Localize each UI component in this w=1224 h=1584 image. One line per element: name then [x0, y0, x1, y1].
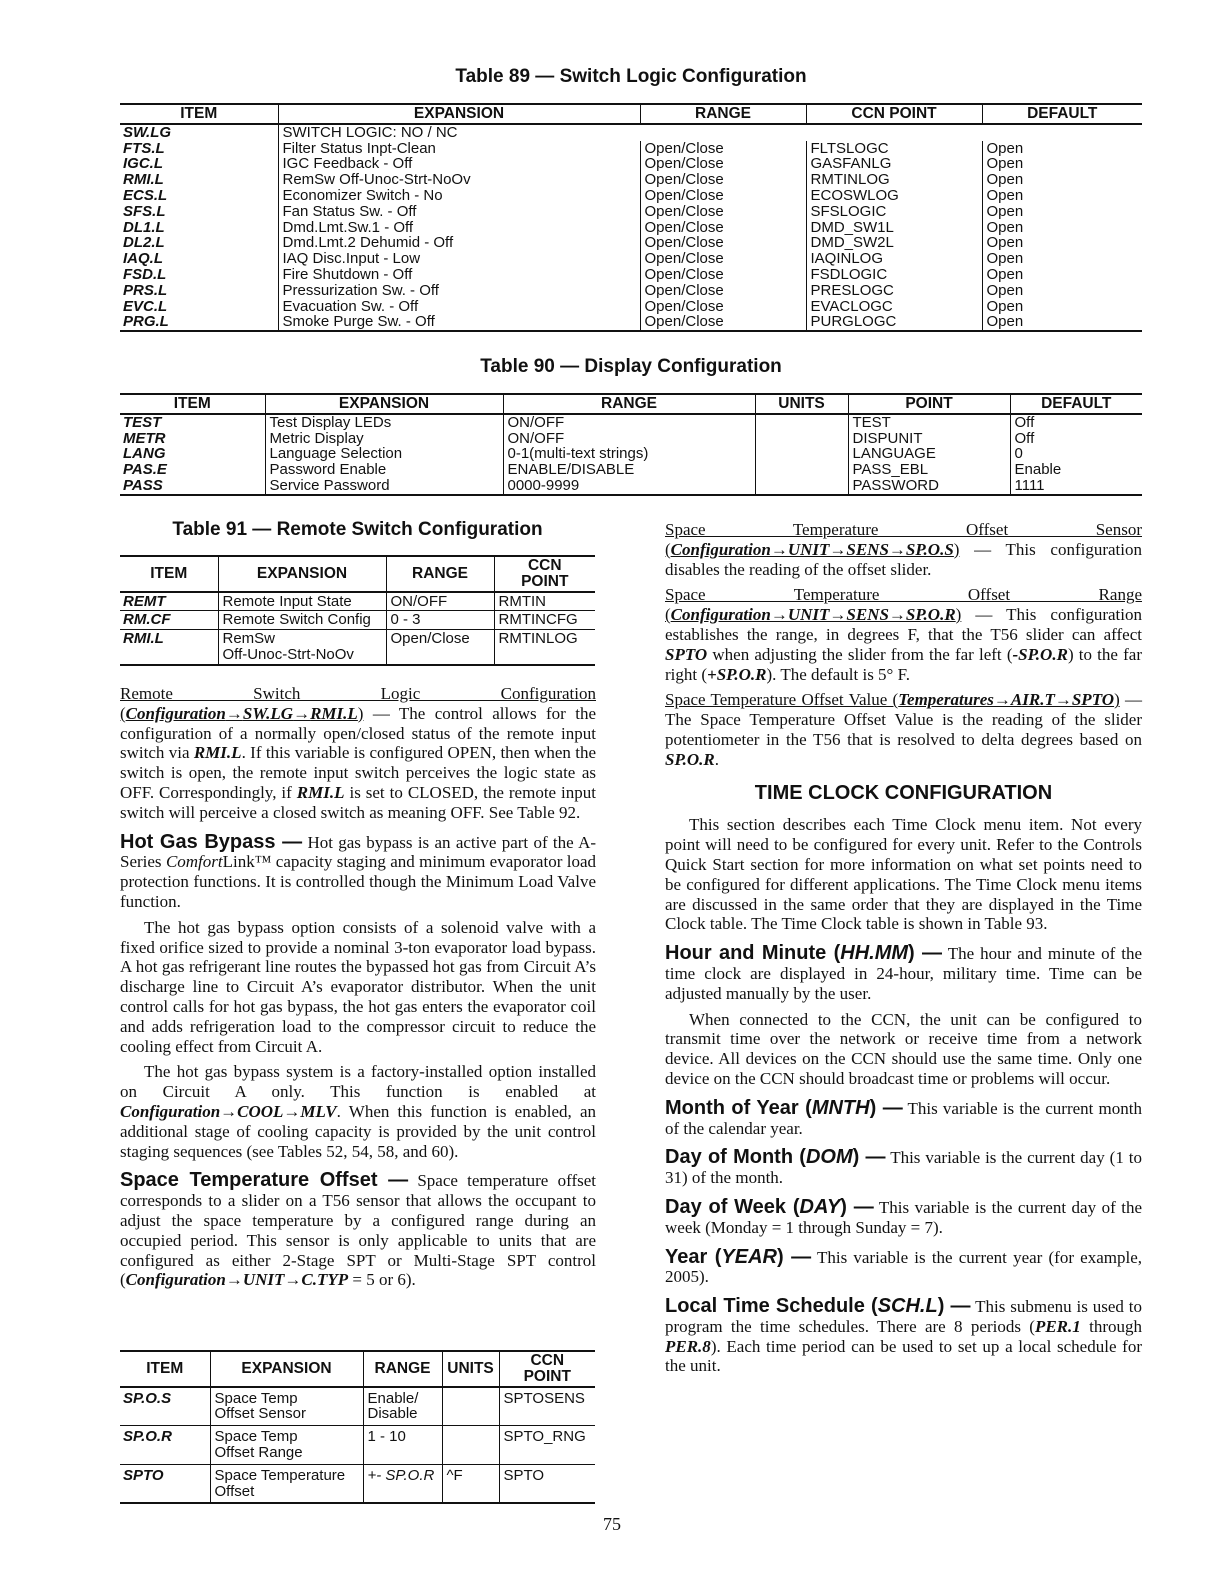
table-cell-expansion: Economizer Switch - No: [278, 188, 640, 204]
month-of-year-paragraph: [665, 1096, 1142, 1139]
stor-text-1: — This configuration establishes the range, in degrees F, that the T56 slider can affect: [665, 605, 1142, 644]
table-cell-units: [755, 414, 848, 431]
table-cell-default: Open: [982, 156, 1142, 172]
table-90: [120, 393, 1142, 496]
rsl-text-1: — The control allows for the configuration of a normally open/closed status of the remote input switch via: [120, 703, 596, 763]
space-temp-offset-value-paragraph: [665, 690, 1142, 769]
local-time-schedule-paragraph: [665, 1297, 1142, 1376]
expansion-line-2: Offset: [214, 1482, 255, 1500]
table-row: [120, 124, 1142, 141]
table-cell-item: SW.LG: [123, 123, 172, 141]
table-91-caption: Table 91 — Remote Switch Configuration: [172, 519, 543, 540]
table-cell-range: Open/Close: [640, 283, 806, 299]
moy-code: MNTH: [811, 1096, 870, 1119]
space-temp-offset-sensor-paragraph: [665, 520, 1142, 579]
table-cell-expansion: Test Display LEDs: [265, 414, 503, 431]
table-89-header-range: RANGE: [640, 104, 806, 124]
table-89-header-row: [120, 104, 1142, 124]
table-row: [120, 267, 1142, 283]
dow-heading-1: Day of Week (: [665, 1195, 800, 1218]
table-row: [120, 414, 1142, 431]
table-cell-expansion: Filter Status Inpt-Clean: [278, 141, 640, 157]
table-cell-range: Open/Close: [640, 251, 806, 267]
table-row: [120, 630, 595, 665]
table-row: [120, 251, 1142, 267]
dom-heading-1: Day of Month (: [665, 1146, 806, 1169]
yr-heading-2: ) —: [776, 1245, 812, 1268]
expansion-line-1: Space Temp: [214, 1389, 298, 1407]
sp-header-expansion: EXPANSION: [210, 1351, 363, 1387]
table-cell-range: Open/Close: [640, 204, 806, 220]
stov-close: ): [1114, 690, 1120, 710]
lts-var-1: PER.1: [1034, 1316, 1081, 1336]
table-cell-item: SP.O.R: [120, 1426, 210, 1465]
table-row: [120, 283, 1142, 299]
table-cell-expansion: Language Selection: [265, 446, 503, 462]
table-cell-range: [640, 124, 806, 141]
expansion-line-1: Space Temperature: [214, 1466, 346, 1484]
hm-heading-2: ) —: [908, 942, 942, 965]
table-cell-range: 0 - 3: [386, 611, 494, 630]
sp-header-item: ITEM: [120, 1351, 210, 1387]
table-cell-ccn-point: PRESLOGC: [806, 283, 982, 299]
stor-var-2: -SP.O.R: [1012, 644, 1068, 664]
table-row: [120, 592, 595, 611]
table-cell-range: 1 - 10: [363, 1426, 442, 1465]
stor-var-1: SPTO: [665, 644, 708, 664]
table-cell-item: DL2.L: [123, 234, 165, 252]
hm-code: HH.MM: [840, 942, 909, 965]
table-cell-expansion: Dmd.Lmt.Sw.1 - Off: [278, 220, 640, 236]
table-cell-item: SFS.L: [123, 202, 166, 220]
table-cell-item: PAS.E: [123, 461, 167, 479]
table-cell-ccn-point: SFSLOGIC: [806, 204, 982, 220]
table-cell-default: 1111: [1010, 478, 1142, 495]
rsl-close: ): [357, 703, 364, 723]
hgb-text-2: Link™ capacity staging and minimum evaporator load protection functions. It is controlled though the Minimum Load Valve function.: [120, 852, 597, 911]
table-cell-item: EVC.L: [123, 297, 168, 315]
table-cell-expansion: Remote Input State: [218, 592, 386, 611]
table-cell-range: Open/Close: [640, 188, 806, 204]
table-cell-item: ECS.L: [123, 186, 168, 204]
table-cell-expansion: Evacuation Sw. - Off: [278, 299, 640, 315]
table-91-header-row: [120, 556, 595, 592]
table-row: [120, 431, 1142, 447]
table-cell-item: DL1.L: [123, 218, 165, 236]
dow-heading-2: ) —: [840, 1195, 874, 1218]
table-cell-item: RMI.L: [120, 630, 218, 665]
stos-path: Configuration→UNIT→SENS→SP.O.S: [670, 539, 954, 559]
table-cell-range: Open/Close: [640, 172, 806, 188]
table-row: [120, 462, 1142, 478]
table-cell-item: LANG: [123, 445, 166, 463]
rsl-text-2: . If this variable is configured OPEN, then when the switch is open, the remote input switch perceives the logic state as OFF. Correspondingly, if: [120, 743, 596, 802]
table-89-caption: Table 89 — Switch Logic Configuration: [455, 66, 807, 87]
table-cell-expansion: Fan Status Sw. - Off: [278, 204, 640, 220]
space-temp-offset-paragraph: [120, 1171, 596, 1290]
table-cell-default: Open: [982, 314, 1142, 331]
hot-gas-bypass-heading: Hot Gas Bypass —: [120, 830, 303, 853]
table-row: [120, 611, 595, 630]
dow-text: This variable is the current day of the week (Monday = 1 through Sunday = 7).: [665, 1197, 1143, 1237]
expansion-line-1: RemSw: [222, 630, 276, 648]
table-row: [120, 478, 1142, 495]
sto-text-2: = 5 or 6).: [348, 1270, 416, 1290]
table-row: [120, 220, 1142, 236]
moy-heading-2: ) —: [869, 1096, 903, 1119]
day-of-month-paragraph: [665, 1148, 1142, 1188]
table-cell-range: Open/Close: [640, 156, 806, 172]
header-ccn: CCN: [527, 557, 562, 574]
table-row: [120, 314, 1142, 331]
table-cell-expansion: Pressurization Sw. - Off: [278, 283, 640, 299]
table-cell-range: Open/Close: [640, 235, 806, 251]
table-cell-point: PASS_EBL: [848, 462, 1010, 478]
expansion-line-2: Offset Sensor: [214, 1405, 306, 1423]
table-cell-expansion: Dmd.Lmt.2 Dehumid - Off: [278, 235, 640, 251]
table-row: [120, 1464, 595, 1503]
stor-title: Space Temperature Offset Range (: [665, 585, 1142, 625]
table-row: [120, 156, 1142, 172]
table-90-header-default: DEFAULT: [1010, 394, 1142, 414]
table-cell-expansion: RemSw Off-Unoc-Strt-NoOv: [278, 172, 640, 188]
table-cell-ccn-point: ECOSWLOG: [806, 188, 982, 204]
table-cell-expansion: Metric Display: [265, 431, 503, 447]
table-cell-item: PASS: [120, 478, 265, 495]
table-cell-units: [755, 478, 848, 495]
table-cell-ccn-point: EVACLOGC: [806, 299, 982, 315]
table-cell-expansion: Fire Shutdown - Off: [278, 267, 640, 283]
table-cell-default: Enable: [1010, 462, 1142, 478]
table-89-header-expansion: EXPANSION: [278, 104, 640, 124]
expansion-line-2: Off-Unoc-Strt-NoOv: [222, 645, 354, 663]
table-cell-range: 0-1(multi-text strings): [503, 446, 755, 462]
stor-var-3: +SP.O.R: [707, 664, 767, 684]
stov-title: Space Temperature Offset Value (: [665, 690, 899, 710]
table-cell-item: IGC.L: [123, 155, 163, 173]
table-cell-range: Open/Close: [640, 141, 806, 157]
dow-code: DAY: [799, 1195, 841, 1218]
header-point: POINT: [521, 572, 569, 590]
lts-text-3: ). Each time period can be used to set up a local schedule for the unit.: [665, 1336, 1142, 1376]
rsl-text-3: is set to CLOSED, the remote input switch will perceive a closed switch as meaning OFF. See Table 92.: [120, 782, 596, 822]
table-cell-expansion: [210, 1426, 363, 1465]
table-cell-expansion: Smoke Purge Sw. - Off: [278, 314, 640, 331]
table-cell-expansion: Service Password: [265, 478, 503, 495]
table-cell-default: Open: [982, 283, 1142, 299]
table-cell-expansion: [210, 1464, 363, 1503]
hm-heading-1: Hour and Minute (: [665, 942, 841, 965]
table-90-header-row: [120, 394, 1142, 414]
expansion-line-2: Offset Range: [214, 1443, 303, 1461]
table-90-header-range: RANGE: [503, 394, 755, 414]
table-cell-ccn-point: RMTINCFG: [494, 611, 595, 630]
time-clock-intro-paragraph: This section describes each Time Clock menu item. Not every point will need to be configured for every unit. Refer to the Controls Quick Start section for more information on what set points need to be configured for different applications. The Time Clock menu items are discussed in the same order that they are displayed in the Time Clock table. The Time Clock table is shown in Table 93.: [665, 815, 1142, 934]
table-row: [120, 299, 1142, 315]
stor-close: ): [955, 605, 962, 625]
table-cell-item: RM.CF: [120, 611, 218, 630]
table-cell-item: PRS.L: [123, 281, 168, 299]
table-cell-default: Open: [982, 235, 1142, 251]
table-cell-item: PRG.L: [120, 314, 278, 331]
table-row: [120, 1387, 595, 1426]
table-cell-ccn-point: SPTOSENS: [499, 1387, 595, 1426]
table-cell-default: Open: [982, 299, 1142, 315]
left-column: [120, 684, 596, 1296]
table-90-caption: Table 90 — Display Configuration: [480, 356, 782, 377]
table-cell-range: ON/OFF: [503, 414, 755, 431]
space-temp-offset-range-paragraph: [665, 585, 1142, 684]
page-number: 75: [603, 1514, 621, 1534]
stor-path: Configuration→UNIT→SENS→SP.O.R: [670, 605, 956, 625]
table-cell-range: ON/OFF: [386, 592, 494, 611]
yr-text: This variable is the current year (for example, 2005).: [665, 1247, 1142, 1287]
table-cell-expansion: IAQ Disc.Input - Low: [278, 251, 640, 267]
day-of-week-paragraph: [665, 1195, 1143, 1238]
table-cell-item: IAQ.L: [123, 250, 163, 268]
table-cell-item: REMT: [120, 592, 218, 611]
table-cell-default: Off: [1010, 414, 1142, 431]
table-cell-default: Open: [982, 188, 1142, 204]
range-line-1: Enable/: [367, 1389, 419, 1407]
table-row: [120, 1426, 595, 1465]
table-cell-units: [442, 1387, 499, 1426]
sp-header-ccn-point: [499, 1351, 595, 1387]
table-cell-default: Open: [982, 220, 1142, 236]
table-cell-item: METR: [123, 429, 166, 447]
table-cell-item: SP.O.S: [120, 1387, 210, 1426]
table-cell-range: Open/Close: [640, 267, 806, 283]
stos-title: Space Temperature Offset Sensor (: [665, 520, 1142, 559]
yr-code: YEAR: [721, 1245, 777, 1268]
rsl-arrow-2: →: [293, 703, 311, 723]
table-cell-ccn-point: DMD_SW2L: [806, 235, 982, 251]
rsl-path-1: Configuration: [125, 703, 226, 723]
table-row: [120, 141, 1142, 157]
table-cell-range: 0000-9999: [503, 478, 755, 495]
table-cell-default: Open: [982, 267, 1142, 283]
table-89-header-default: DEFAULT: [982, 104, 1142, 124]
moy-text: This variable is the current month of the calendar year.: [665, 1098, 1142, 1138]
table-cell-range: [363, 1387, 442, 1426]
header-point: POINT: [523, 1367, 571, 1385]
table-row: [120, 188, 1142, 204]
stor-text-2: when adjusting the slider from the far left (: [707, 644, 1013, 664]
table-cell-point: DISPUNIT: [848, 431, 1010, 447]
table-90-header-point: POINT: [848, 394, 1010, 414]
rsl-title: Remote Switch Logic Configuration (: [120, 684, 596, 723]
range-line-2: Disable: [367, 1405, 418, 1423]
sp-header-units: UNITS: [442, 1351, 499, 1387]
moy-heading-1: Month of Year (: [665, 1096, 812, 1119]
table-cell-default: [982, 124, 1142, 141]
table-cell-range: Open/Close: [640, 314, 806, 331]
table-cell-ccn-point: RMTINLOG: [494, 630, 595, 665]
table-cell-default: Open: [982, 204, 1142, 220]
table-row: [120, 204, 1142, 220]
hgb3-path: Configuration→COOL→MLV: [120, 1101, 337, 1121]
table-cell-expansion: SWITCH LOGIC: NO / NC: [278, 124, 640, 141]
table-cell-item: SPTO: [120, 1464, 210, 1503]
table-cell-default: Open: [982, 141, 1142, 157]
table-cell-default: 0: [1010, 446, 1142, 462]
space-temp-offset-heading: Space Temperature Offset —: [120, 1169, 409, 1192]
table-cell-ccn-point: IAQINLOG: [806, 251, 982, 267]
table-cell-ccn-point: DMD_SW1L: [806, 220, 982, 236]
time-clock-section-heading: TIME CLOCK CONFIGURATION: [754, 781, 1053, 804]
rsl-path-3: RMI.L: [310, 703, 358, 723]
hgb3-text-1: The hot gas bypass system is a factory-installed option installed on Circuit A only. This function is enabled at: [120, 1062, 596, 1102]
table-cell-expansion: Password Enable: [265, 462, 503, 478]
yr-heading-1: Year (: [665, 1245, 722, 1268]
hgb-text-1: Hot gas bypass is an active part of the A-Series: [120, 832, 597, 872]
table-cell-default: Off: [1010, 431, 1142, 447]
table-cell-units: [442, 1426, 499, 1465]
table-cell-units: ^F: [442, 1464, 499, 1503]
lts-code: SCH.L: [877, 1295, 938, 1318]
lts-heading-1: Local Time Schedule (: [665, 1295, 878, 1318]
stos-close: ): [953, 539, 960, 559]
table-cell-units: [755, 446, 848, 462]
table-cell-units: [755, 462, 848, 478]
hot-gas-bypass-paragraph-2: The hot gas bypass option consists of a solenoid valve with a fixed orifice sized to provide a nominal 3-ton evaporator load bypass. A hot gas refrigerant line routes the bypassed hot gas from Circuit A’s discharge line to Circuit A’s evaporator distributor. When the unit control calls for hot gas bypass, the hot gas enters the evaporator coil and adds refrigeration load to the compressor circuit to reduce the cooling effect from Circuit A.: [120, 917, 596, 1056]
table-cell-range: Open/Close: [640, 220, 806, 236]
stos-text: — This configuration disables the reading of the offset slider.: [665, 539, 1142, 579]
space-temp-header-row: [120, 1351, 595, 1387]
table-cell-point: LANGUAGE: [848, 446, 1010, 462]
header-ccn: CCN: [530, 1352, 565, 1369]
expansion-line-1: Space Temp: [214, 1428, 298, 1446]
table-cell-default: Open: [982, 251, 1142, 267]
table-90-header-item: ITEM: [120, 394, 265, 414]
table-cell-ccn-point: FLTSLOGC: [806, 141, 982, 157]
table-91: [120, 555, 595, 666]
table-91-header-item: ITEM: [120, 556, 218, 592]
lts-var-2: PER.8: [665, 1336, 711, 1356]
sto-path: Configuration→UNIT→C.TYP: [125, 1270, 349, 1290]
space-temp-offset-table: [120, 1350, 595, 1504]
hot-gas-bypass-paragraph-3: [120, 1062, 596, 1161]
stor-text-3: ) to the far right (: [665, 644, 1142, 684]
table-cell-ccn-point: FSDLOGIC: [806, 267, 982, 283]
table-cell-range: Open/Close: [640, 299, 806, 315]
rsl-path-2: SW.LG: [242, 703, 294, 723]
table-cell-units: [755, 431, 848, 447]
table-91-header-expansion: EXPANSION: [218, 556, 386, 592]
table-cell-item: TEST: [123, 413, 162, 431]
hour-minute-paragraph: [665, 944, 1142, 1003]
right-column: [665, 520, 1142, 1382]
lts-text-1: This submenu is used to program the time schedules. There are 8 periods (: [665, 1297, 1142, 1336]
table-cell-ccn-point: PURGLOGC: [806, 314, 982, 331]
hot-gas-bypass-paragraph: [120, 830, 597, 912]
table-cell-default: Open: [982, 172, 1142, 188]
dom-code: DOM: [805, 1146, 853, 1169]
dom-text: This variable is the current day (1 to 31) of the month.: [665, 1148, 1142, 1188]
rsl-var-2: RMI.L: [296, 782, 345, 802]
table-90-header-units: UNITS: [755, 394, 848, 414]
stov-text-2: .: [714, 749, 720, 769]
table-cell-range: ENABLE/DISABLE: [503, 462, 755, 478]
table-89-header-item: ITEM: [120, 104, 278, 124]
table-cell-ccn-point: RMTINLOG: [806, 172, 982, 188]
year-paragraph: [665, 1245, 1142, 1288]
table-cell-item: FTS.L: [123, 139, 165, 157]
table-cell-range: ON/OFF: [503, 431, 755, 447]
table-91-header-range: RANGE: [386, 556, 494, 592]
table-89-header-ccn-point: CCN POINT: [806, 104, 982, 124]
stor-text-4: ). The default is 5° F.: [766, 664, 910, 684]
table-cell-ccn-point: SPTO_RNG: [499, 1426, 595, 1465]
lts-text-2: through: [1080, 1316, 1142, 1336]
table-cell-ccn-point: GASFANLG: [806, 156, 982, 172]
dom-heading-2: ) —: [852, 1146, 886, 1169]
hour-minute-paragraph-2: When connected to the CCN, the unit can be configured to transmit time over the network or receive time from a network device. All devices on the CCN should use the same time. Only one device on the CCN should broadcast time or problems will occur.: [665, 1009, 1142, 1088]
table-cell-expansion: [218, 630, 386, 665]
stov-var-1: SP.O.R: [665, 749, 715, 769]
table-cell-point: TEST: [848, 414, 1010, 431]
lts-heading-2: ) —: [937, 1295, 971, 1318]
table-91-header-ccn-point: [494, 556, 595, 592]
table-cell-ccn-point: RMTIN: [494, 592, 595, 611]
table-cell-ccn-point: [806, 124, 982, 141]
remote-switch-logic-paragraph: [120, 684, 596, 823]
table-cell-item: FSD.L: [123, 265, 167, 283]
table-cell-expansion: IGC Feedback - Off: [278, 156, 640, 172]
table-row: [120, 172, 1142, 188]
hm-text: The hour and minute of the time clock are displayed in 24-hour, military time. Time can be adjusted manually by the user.: [665, 944, 1143, 1003]
sp-header-range: RANGE: [363, 1351, 442, 1387]
hgb-brand: Comfort: [165, 852, 223, 872]
table-cell-ccn-point: SPTO: [499, 1464, 595, 1503]
rsl-arrow-1: →: [225, 703, 243, 723]
table-cell-range: Open/Close: [386, 630, 494, 665]
table-row: [120, 235, 1142, 251]
table-89: [120, 103, 1142, 332]
rsl-var-1: RMI.L: [193, 743, 242, 763]
table-90-header-expansion: EXPANSION: [265, 394, 503, 414]
table-row: [120, 446, 1142, 462]
table-cell-point: PASSWORD: [848, 478, 1010, 495]
table-cell-expansion: [210, 1387, 363, 1426]
table-cell-expansion: Remote Switch Config: [218, 611, 386, 630]
stov-text-1: — The Space Temperature Offset Value is the reading of the slider potentiometer in the T56 that is resolved to delta degrees based on: [665, 690, 1142, 749]
table-cell-item: RMI.L: [123, 171, 164, 189]
sto-text-1: Space temperature offset corresponds to a slider on a T56 sensor that allows the occupant to adjust the space temperature by a configured range during an occupied period. This sensor is only applicable to units that are configured as either 2-Stage SPT or Multi-Stage SPT control (: [120, 1171, 596, 1290]
stov-path: Temperatures→AIR.T→SPTO: [898, 690, 1115, 710]
table-cell-range: +- SP.O.R: [363, 1464, 442, 1503]
hgb3-text-2: . When this function is enabled, an additional stage of cooling capacity is provided by the unit control staging sequences (see Tables 52, 54, 58, and 60).: [120, 1101, 596, 1161]
